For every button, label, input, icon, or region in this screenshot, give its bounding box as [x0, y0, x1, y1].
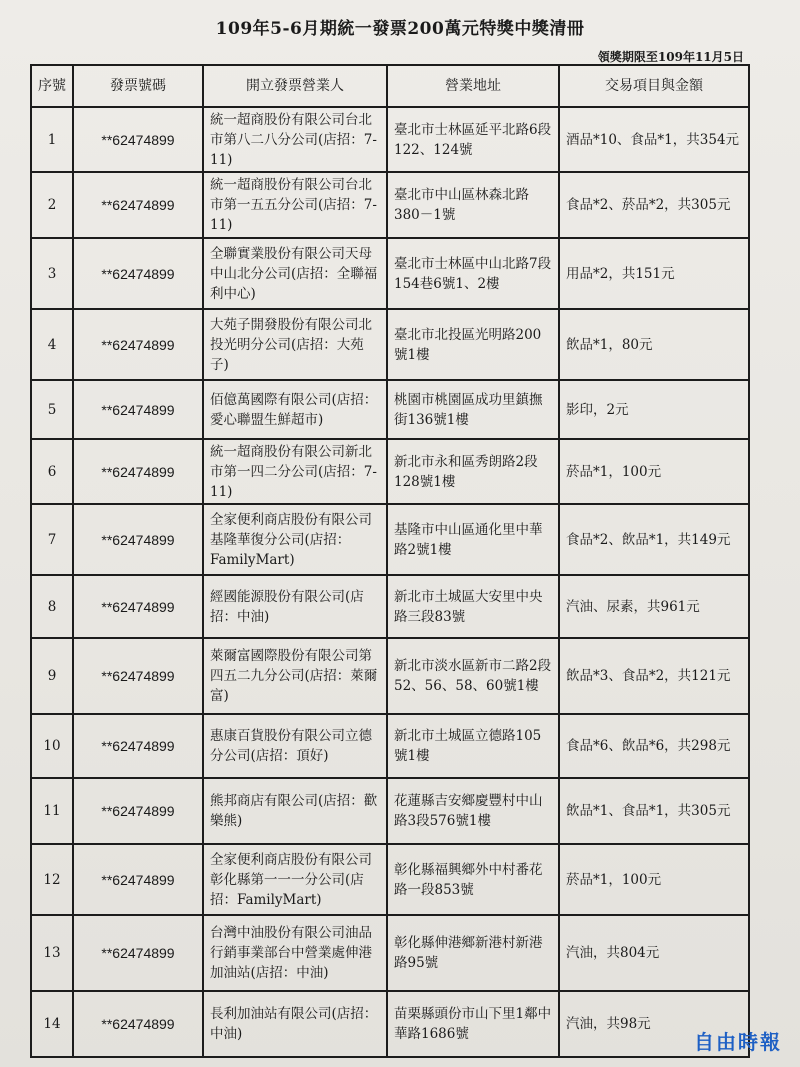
store-name: 統一超商股份有限公司台北市第一五五分公司(店招：7-11) [203, 172, 387, 238]
table-row [31, 638, 749, 714]
transaction-items: 食品*6、飲品*6，共298元 [559, 714, 749, 778]
invoice-number: **62474899 [73, 991, 203, 1057]
table-row [31, 575, 749, 638]
store-name: 統一超商股份有限公司新北市第一四二分公司(店招：7-11) [203, 439, 387, 504]
store-name: 萊爾富國際股份有限公司第四五二九分公司(店招：萊爾富) [203, 638, 387, 714]
row-number: 7 [31, 504, 73, 575]
row-number: 14 [31, 991, 73, 1057]
invoice-number: **62474899 [73, 915, 203, 991]
table-header-row [31, 65, 749, 107]
store-address: 臺北市士林區中山北路7段154巷6號1、2樓 [387, 238, 559, 309]
header-no: 序號 [31, 65, 73, 107]
invoice-number: **62474899 [73, 638, 203, 714]
store-address: 桃園市桃園區成功里鎮撫街136號1樓 [387, 380, 559, 439]
row-number: 11 [31, 778, 73, 844]
store-address: 臺北市北投區光明路200號1樓 [387, 309, 559, 380]
store-name: 全家便利商店股份有限公司基隆華復分公司(店招：FamilyMart) [203, 504, 387, 575]
row-number: 4 [31, 309, 73, 380]
transaction-items: 菸品*1，100元 [559, 844, 749, 915]
header-items: 交易項目與金額 [559, 65, 749, 107]
store-name: 全家便利商店股份有限公司彰化縣第一一一分公司(店招：FamilyMart) [203, 844, 387, 915]
header-invoice: 發票號碼 [73, 65, 203, 107]
transaction-items: 食品*2、菸品*2，共305元 [559, 172, 749, 238]
table-row [31, 439, 749, 504]
table-row [31, 778, 749, 844]
store-address: 臺北市中山區林森北路380－1號 [387, 172, 559, 238]
row-number: 5 [31, 380, 73, 439]
document-title: 109年5-6月期統一發票200萬元特獎中獎清冊 [215, 19, 585, 39]
store-name: 長利加油站有限公司(店招：中油) [203, 991, 387, 1057]
store-name: 惠康百貨股份有限公司立德分公司(店招：頂好) [203, 714, 387, 778]
row-number: 1 [31, 107, 73, 172]
store-address: 臺北市士林區延平北路6段122、124號 [387, 107, 559, 172]
table-row [31, 844, 749, 915]
transaction-items: 飲品*1，80元 [559, 309, 749, 380]
store-name: 統一超商股份有限公司台北市第八二八分公司(店招：7-11) [203, 107, 387, 172]
store-address: 彰化縣伸港鄉新港村新港路95號 [387, 915, 559, 991]
store-name: 熊邦商店有限公司(店招：歡樂熊) [203, 778, 387, 844]
transaction-items: 飲品*3、食品*2，共121元 [559, 638, 749, 714]
newspaper-logo: 自由時報 [694, 1030, 782, 1054]
store-address: 新北市土城區大安里中央路三段83號 [387, 575, 559, 638]
table-row [31, 504, 749, 575]
transaction-items: 食品*2、飲品*1，共149元 [559, 504, 749, 575]
store-address: 新北市永和區秀朗路2段128號1樓 [387, 439, 559, 504]
table-row [31, 991, 749, 1057]
transaction-items: 酒品*10、食品*1，共354元 [559, 107, 749, 172]
invoice-number: **62474899 [73, 107, 203, 172]
row-number: 2 [31, 172, 73, 238]
invoice-number: **62474899 [73, 380, 203, 439]
row-number: 9 [31, 638, 73, 714]
table-row [31, 714, 749, 778]
row-number: 13 [31, 915, 73, 991]
invoice-number: **62474899 [73, 714, 203, 778]
store-address: 花蓮縣吉安鄉慶豐村中山路3段576號1樓 [387, 778, 559, 844]
store-name: 全聯實業股份有限公司天母中山北分公司(店招：全聯福利中心) [203, 238, 387, 309]
table-row [31, 107, 749, 172]
claim-deadline: 領獎期限至109年11月5日 [597, 50, 744, 64]
transaction-items: 飲品*1、食品*1，共305元 [559, 778, 749, 844]
invoice-number: **62474899 [73, 172, 203, 238]
store-address: 新北市淡水區新市二路2段52、56、58、60號1樓 [387, 638, 559, 714]
store-address: 彰化縣福興鄉外中村番花路一段853號 [387, 844, 559, 915]
table-row [31, 915, 749, 991]
transaction-items: 用品*2，共151元 [559, 238, 749, 309]
row-number: 8 [31, 575, 73, 638]
store-name: 台灣中油股份有限公司油品行銷事業部台中營業處伸港加油站(店招：中油) [203, 915, 387, 991]
table-row [31, 238, 749, 309]
invoice-number: **62474899 [73, 504, 203, 575]
table-row [31, 172, 749, 238]
store-address: 新北市土城區立德路105號1樓 [387, 714, 559, 778]
store-name: 經國能源股份有限公司(店招：中油) [203, 575, 387, 638]
invoice-number: **62474899 [73, 439, 203, 504]
store-address: 基隆市中山區通化里中華路2號1樓 [387, 504, 559, 575]
store-address: 苗栗縣頭份市山下里1鄰中華路1686號 [387, 991, 559, 1057]
transaction-items: 菸品*1，100元 [559, 439, 749, 504]
header-store: 開立發票營業人 [203, 65, 387, 107]
invoice-number: **62474899 [73, 238, 203, 309]
invoice-number: **62474899 [73, 778, 203, 844]
row-number: 12 [31, 844, 73, 915]
invoice-number: **62474899 [73, 309, 203, 380]
winners-table [30, 64, 750, 1058]
table-row [31, 309, 749, 380]
invoice-number: **62474899 [73, 844, 203, 915]
row-number: 6 [31, 439, 73, 504]
transaction-items: 影印，2元 [559, 380, 749, 439]
transaction-items: 汽油，共98元 [559, 991, 749, 1057]
transaction-items: 汽油，共804元 [559, 915, 749, 991]
row-number: 3 [31, 238, 73, 309]
store-name: 大苑子開發股份有限公司北投光明分公司(店招：大苑子) [203, 309, 387, 380]
store-name: 佰億萬國際有限公司(店招：愛心聯盟生鮮超市) [203, 380, 387, 439]
row-number: 10 [31, 714, 73, 778]
transaction-items: 汽油、尿素，共961元 [559, 575, 749, 638]
table-row [31, 380, 749, 439]
invoice-number: **62474899 [73, 575, 203, 638]
header-address: 營業地址 [387, 65, 559, 107]
